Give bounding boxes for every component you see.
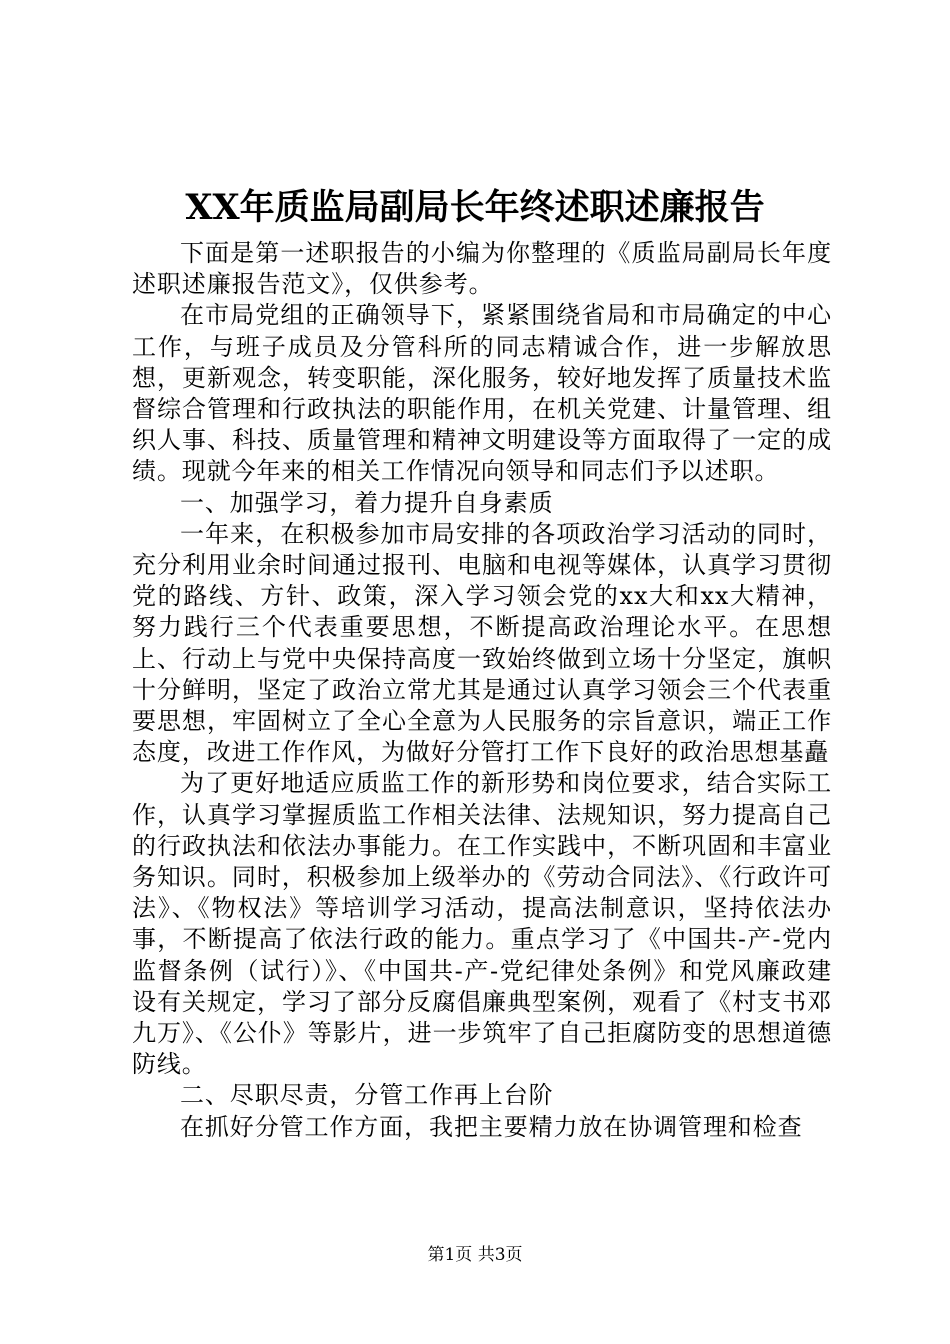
document-title: XX年质监局副局长年终述职述廉报告: [185, 187, 765, 228]
overview-paragraph: 在市局党组的正确领导下，紧紧围绕省局和市局确定的中心工作，与班子成员及分管科所的同志精诚合作，进一步解放思想，更新观念，转变职能，深化服务，较好地发挥了质量技术监督综合管理和行政执法的职能作用，在机关党建、计量管理、组织人事、科技、质量管理和精神文明建设等方面取得了一定的成绩。现就今年来的相关工作情况向领导和同志们予以述职。: [132, 301, 832, 486]
section-heading-1: 一、加强学习，着力提升自身素质: [180, 488, 554, 517]
study-paragraph-2: 为了更好地适应质监工作的新形势和岗位要求，结合实际工作，认真学习掌握质监工作相关法律、法规知识，努力提高自己的行政执法和依法办事能力。在工作实践中，不断巩固和丰富业务知识。同时，积极参加上级举办的《劳动合同法》、《行政许可法》、《物权法》等培训学习活动，提高法制意识，坚持依法办事，不断提高了依法行政的能力。重点学习了《中国共-产-党内监督条例（试行）》、《中国共-产-党纪律处条例》和党风廉政建设有关规定，学习了部分反腐倡廉典型案例，观看了《村支书邓九万》、《公仆》等影片，进一步筑牢了自己拒腐防变的思想道德防线。: [132, 769, 832, 1079]
study-paragraph-1: 一年来，在积极参加市局安排的各项政治学习活动的同时，充分利用业余时间通过报刊、电脑和电视等媒体，认真学习贯彻党的路线、方针、政策，深入学习领会党的xx大和xx大精神，努力践行三个代表重要思想，不断提高政治理论水平。在思想上、行动上与党中央保持高度一致始终做到立场十分坚定，旗帜十分鲜明，坚定了政治立常尤其是通过认真学习领会三个代表重要思想，牢固树立了全心全意为人民服务的宗旨意识，端正工作态度，改进工作作风，为做好分管打工作下良好的政治思想基矗: [132, 519, 832, 767]
document-body: [132, 238, 832, 1143]
page-number: 第1页 共3页: [427, 1245, 523, 1265]
intro-paragraph: 下面是第一述职报告的小编为你整理的《质监局副局长年度述职述廉报告范文》，仅供参考。: [132, 239, 832, 299]
section-heading-2: 二、尽职尽责，分管工作再上台阶: [180, 1081, 554, 1110]
duty-paragraph-1: 在抓好分管工作方面，我把主要精力放在协调管理和检查: [180, 1112, 803, 1141]
